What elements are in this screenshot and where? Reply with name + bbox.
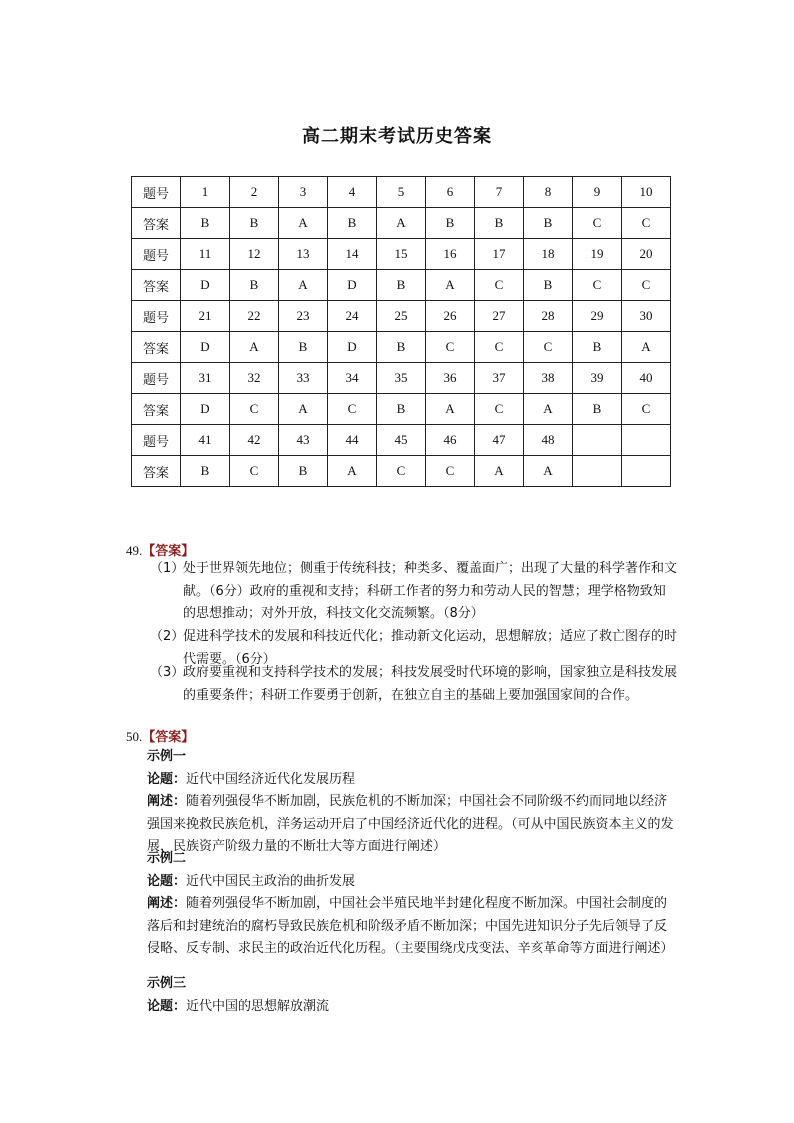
answer-cell: A (279, 208, 328, 239)
q49-part-1-text: 处于世界领先地位；侧重于传统科技；种类多、覆盖面广；出现了大量的科学著作和文献。（6分）政府的重视和支持；科研工作者的努力和劳动人民的智慧；理学格物致知的思想推动；对外开放，科技文化交流频繁。（8分） (183, 561, 678, 621)
question-number-cell: 30 (622, 301, 671, 332)
answer-cell (573, 456, 622, 487)
question-number-cell: 29 (573, 301, 622, 332)
answer-cell: B (230, 270, 279, 301)
question-number-cell: 42 (230, 425, 279, 456)
question-number-cell: 5 (377, 177, 426, 208)
q49-part-3-text: 政府要重视和支持科学技术的发展；科技发展受时代环境的影响，国家独立是科技发展的重要条件；科研工作要勇于创新，在独立自主的基础上要加强国家间的合作。 (183, 665, 678, 703)
q49-part-2-text: 促进科学技术的发展和科技近代化；推动新文化运动，思想解放；适应了救亡图存的时代需要。（6分） (183, 629, 678, 667)
answer-cell: B (230, 208, 279, 239)
answer-cell: B (573, 394, 622, 425)
question-number-cell: 6 (426, 177, 475, 208)
question-number-cell: 32 (230, 363, 279, 394)
question-number-cell: 15 (377, 239, 426, 270)
q49-part-2-mark: （2） (150, 629, 185, 644)
answer-cell: C (475, 332, 524, 363)
answer-cell: A (377, 208, 426, 239)
question-row (132, 177, 671, 208)
question-row (132, 301, 671, 332)
example-3-thesis (147, 996, 677, 1019)
answer-cell: B (377, 270, 426, 301)
question-number-cell: 10 (622, 177, 671, 208)
answer-row (132, 456, 671, 487)
answer-cell: D (181, 394, 230, 425)
question-number-cell: 26 (426, 301, 475, 332)
question-number-cell: 11 (181, 239, 230, 270)
answer-cell: B (279, 456, 328, 487)
question-number-label: 题号 (132, 425, 181, 456)
answer-cell: A (524, 394, 573, 425)
answer-cell: A (279, 394, 328, 425)
answer-cell: D (181, 270, 230, 301)
answer-cell: C (426, 456, 475, 487)
question-number-cell: 33 (279, 363, 328, 394)
question-number-cell: 37 (475, 363, 524, 394)
answer-cell: A (475, 456, 524, 487)
answer-cell: D (328, 270, 377, 301)
question-number-cell: 19 (573, 239, 622, 270)
q50-example-3 (147, 973, 677, 1018)
question-number-cell: 8 (524, 177, 573, 208)
question-number-cell: 31 (181, 363, 230, 394)
thesis-label: 论题： (147, 771, 187, 787)
question-number-cell: 39 (573, 363, 622, 394)
question-number-cell: 43 (279, 425, 328, 456)
question-number-cell: 13 (279, 239, 328, 270)
question-number-cell: 45 (377, 425, 426, 456)
question-number-cell: 46 (426, 425, 475, 456)
example-2-thesis (147, 871, 677, 894)
answer-cell: A (426, 270, 475, 301)
example-1-thesis (147, 769, 677, 792)
question-number-cell: 23 (279, 301, 328, 332)
argument-text: 随着列强侵华不断加剧，民族危机的不断加深；中国社会不同阶级不约而同地以经济强国来挽救民族危机，洋务运动开启了中国经济近代化的进程。（可从中国民族资本主义的发展，民族资产阶级力量的不断壮大等方面进行阐述） (147, 794, 674, 854)
answer-cell: C (328, 394, 377, 425)
q49-answer-tag: 【答案】 (142, 544, 195, 559)
answer-cell: C (622, 270, 671, 301)
thesis-text: 近代中国经济近代化发展历程 (186, 771, 356, 787)
q50-example-2 (147, 848, 677, 961)
answer-cell: C (622, 394, 671, 425)
q49-part-1 (150, 558, 678, 626)
answer-cell: C (573, 270, 622, 301)
question-number-cell: 18 (524, 239, 573, 270)
answer-cell: C (622, 208, 671, 239)
answer-cell: D (328, 332, 377, 363)
answer-cell: A (279, 270, 328, 301)
answer-cell: A (622, 332, 671, 363)
q50-number: 50. (126, 729, 143, 744)
answer-cell: A (524, 456, 573, 487)
argument-label: 阐述： (147, 896, 187, 911)
q49-number: 49. (126, 543, 143, 558)
question-number-cell: 20 (622, 239, 671, 270)
question-number-cell: 38 (524, 363, 573, 394)
answer-cell: B (279, 332, 328, 363)
answer-label: 答案 (132, 456, 181, 487)
answer-label: 答案 (132, 208, 181, 239)
q50-example-1 (147, 746, 677, 859)
question-number-cell: 16 (426, 239, 475, 270)
question-number-label: 题号 (132, 177, 181, 208)
answer-cell: B (524, 270, 573, 301)
example-1-heading: 示例一 (147, 749, 187, 764)
example-2-heading: 示例二 (147, 851, 187, 866)
thesis-label: 论题： (147, 998, 187, 1014)
question-row (132, 239, 671, 270)
answer-cell: A (230, 332, 279, 363)
q49-heading (126, 540, 194, 559)
question-number-cell: 2 (230, 177, 279, 208)
question-number-cell: 47 (475, 425, 524, 456)
argument-text: 随着列强侵华不断加剧，中国社会半殖民地半封建化程度不断加深。中国社会制度的落后和封建统治的腐朽导致民族危机和阶级矛盾不断加深；中国先进知识分子先后领导了反侵略、反专制、求民主的政治近代化历程。（主要围绕戊戌变法、辛亥革命等方面进行阐述） (147, 896, 674, 956)
answer-cell: A (426, 394, 475, 425)
answer-cell: C (230, 456, 279, 487)
question-number-cell (573, 425, 622, 456)
answer-cell: C (426, 332, 475, 363)
answer-cell: C (573, 208, 622, 239)
question-number-cell: 9 (573, 177, 622, 208)
question-number-cell: 27 (475, 301, 524, 332)
answer-cell: D (181, 332, 230, 363)
answer-row (132, 332, 671, 363)
question-number-cell: 48 (524, 425, 573, 456)
q50-answer-tag: 【答案】 (142, 730, 195, 745)
answer-cell: B (475, 208, 524, 239)
answer-cell: C (475, 394, 524, 425)
thesis-text: 近代中国民主政治的曲折发展 (186, 873, 356, 889)
example-3-heading: 示例三 (147, 976, 187, 991)
question-row (132, 363, 671, 394)
answer-cell: C (524, 332, 573, 363)
answer-cell: B (573, 332, 622, 363)
answer-cell: B (181, 208, 230, 239)
answer-cell (622, 456, 671, 487)
question-number-cell: 7 (475, 177, 524, 208)
question-number-cell: 36 (426, 363, 475, 394)
question-number-cell: 14 (328, 239, 377, 270)
answer-cell: B (377, 332, 426, 363)
question-number-cell: 34 (328, 363, 377, 394)
question-number-label: 题号 (132, 239, 181, 270)
question-number-cell: 22 (230, 301, 279, 332)
question-number-cell: 17 (475, 239, 524, 270)
answer-row (132, 270, 671, 301)
answer-cell: B (524, 208, 573, 239)
question-number-cell: 3 (279, 177, 328, 208)
question-number-label: 题号 (132, 363, 181, 394)
argument-label: 阐述： (147, 794, 187, 809)
question-number-label: 题号 (132, 301, 181, 332)
question-number-cell: 21 (181, 301, 230, 332)
question-number-cell: 1 (181, 177, 230, 208)
question-number-cell: 28 (524, 301, 573, 332)
answer-cell: B (377, 394, 426, 425)
page-title: 高二期末考试历史答案 (302, 126, 492, 147)
q50-heading (126, 726, 194, 745)
answer-label: 答案 (132, 270, 181, 301)
question-number-cell: 40 (622, 363, 671, 394)
answer-cell: B (328, 208, 377, 239)
answer-row (132, 208, 671, 239)
answer-cell: A (328, 456, 377, 487)
thesis-label: 论题： (147, 873, 187, 889)
thesis-text: 近代中国的思想解放潮流 (186, 998, 330, 1014)
answer-cell: C (475, 270, 524, 301)
question-number-cell: 41 (181, 425, 230, 456)
question-number-cell: 25 (377, 301, 426, 332)
question-number-cell: 4 (328, 177, 377, 208)
question-number-cell: 35 (377, 363, 426, 394)
answer-cell: B (426, 208, 475, 239)
answer-cell: C (230, 394, 279, 425)
example-2-argument (147, 893, 677, 961)
q49-part-1-mark: （1） (150, 561, 185, 576)
answer-row (132, 394, 671, 425)
question-number-cell: 24 (328, 301, 377, 332)
answer-table (131, 176, 671, 487)
question-row (132, 425, 671, 456)
answer-label: 答案 (132, 332, 181, 363)
question-number-cell (622, 425, 671, 456)
q49-part-3-mark: （3） (150, 665, 185, 680)
answer-cell: C (377, 456, 426, 487)
answer-label: 答案 (132, 394, 181, 425)
answer-cell: B (181, 456, 230, 487)
question-number-cell: 12 (230, 239, 279, 270)
q49-part-3 (150, 662, 678, 707)
question-number-cell: 44 (328, 425, 377, 456)
